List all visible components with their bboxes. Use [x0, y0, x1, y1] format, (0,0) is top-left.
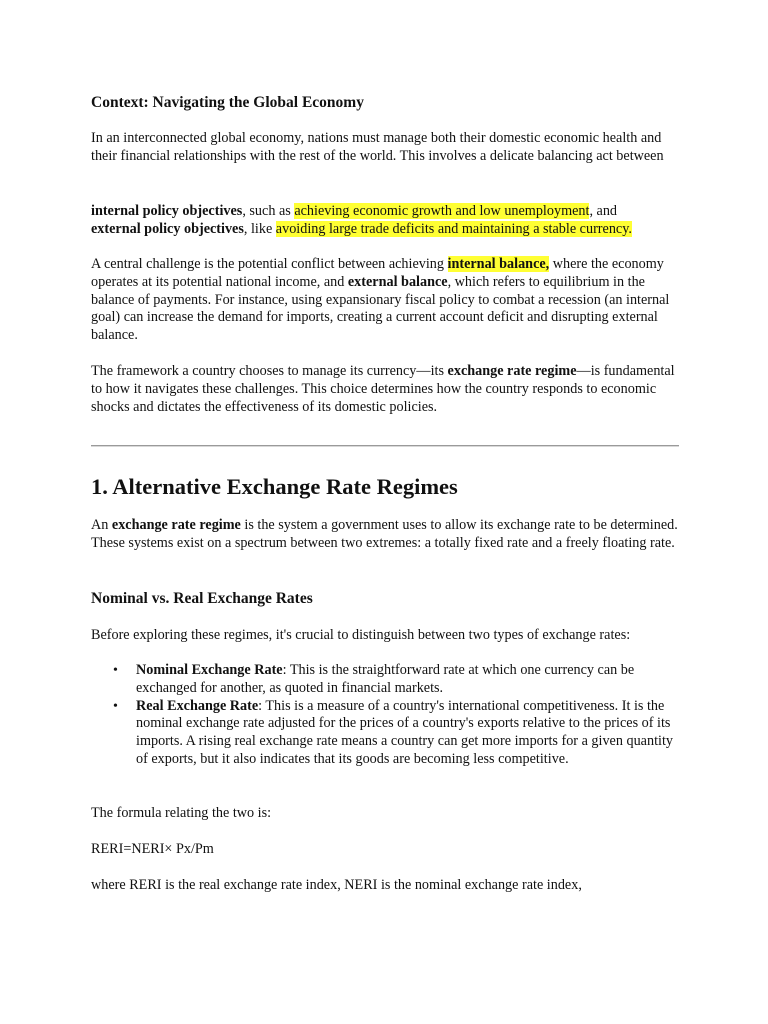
challenge-text-3: , which refers to equilibrium in the balance of payments. For instance, using expansionary fiscal policy to combat a recession (an internal goal) can increase the demand for imports, creating a current account deficit and disrupting external balance. [91, 273, 670, 344]
formula-explanation: where RERI is the real exchange rate index, NERI is the nominal exchange rate index, [91, 877, 582, 893]
external-objectives-highlight: avoiding large trade deficits and maintaining a stable currency. [275, 220, 632, 237]
before-paragraph: Before exploring these regimes, it's crucial to distinguish between two types of exchange rates: [91, 627, 631, 643]
intro-paragraph: In an interconnected global economy, nations must manage both their domestic economic health and their financial relationships with the rest of the world. This involves a delicate balancing act between [91, 130, 664, 164]
context-heading: Context: Navigating the Global Economy [91, 94, 364, 111]
definition-text-2: is the system a government uses to allow its exchange rate to be determined. These systems exist on a spectrum between two extremes: a totally fixed rate and a freely floating rate. [91, 517, 678, 551]
formula: RERI=NERI× Px/Pm [91, 841, 214, 857]
internal-objectives-term: internal policy objectives [91, 203, 243, 219]
internal-objectives-highlight: achieving economic growth and low unemployment [294, 203, 590, 219]
regime-definition-term: exchange rate regime [111, 517, 241, 533]
internal-balance-term: internal balance, [447, 256, 550, 272]
exchange-rate-regime-term: exchange rate regime [447, 363, 577, 379]
section-divider [91, 445, 679, 447]
bullet-dot-icon: • [113, 663, 118, 678]
formula-intro: The formula relating the two is: [91, 805, 272, 821]
challenge-text-1: A central challenge is the potential conflict between achieving [91, 256, 448, 272]
section-1-heading: 1. Alternative Exchange Rate Regimes [91, 474, 458, 499]
list-item-real [91, 698, 679, 769]
exchange-rate-types-list [91, 662, 679, 769]
external-balance-term: external balance [347, 273, 448, 290]
external-objectives-term: external policy objectives [91, 220, 244, 237]
challenge-text-2: where the economy operates at its potential national income, and [91, 256, 664, 290]
bullet-dot-icon: • [113, 698, 118, 714]
regime-definition-paragraph [91, 517, 679, 553]
nominal-term: Nominal Exchange Rate [136, 662, 283, 678]
framework-text-1: The framework a country chooses to manage its currency—its [91, 363, 448, 379]
framework-paragraph [91, 363, 679, 416]
text-and: , and [589, 203, 618, 219]
real-term: Real Exchange Rate [136, 697, 259, 714]
definition-text-1: An [91, 517, 112, 533]
challenge-paragraph [91, 256, 679, 345]
text-like: , like [243, 220, 276, 237]
framework-text-2: —is fundamental to how it navigates these challenges. This choice determines how the country responds to economic shocks and dictates the effectiveness of its domestic policies. [91, 363, 675, 415]
objectives-paragraph [91, 203, 679, 239]
nominal-vs-real-heading: Nominal vs. Real Exchange Rates [91, 590, 313, 607]
text-such-as: , such as [242, 203, 295, 219]
list-item-nominal [91, 662, 679, 698]
nominal-text: : This is the straightforward rate at which one currency can be exchanged for another, as quoted in financial markets. [136, 662, 635, 696]
real-text: : This is a measure of a country's international competitiveness. It is the nominal exchange rate adjusted for the prices of a country's exports relative to the prices of its imports. A rising real exchange rate means a country can get more imports for a given quantity of exports, but it also indicates that its goods are becoming less competitive. [136, 697, 673, 767]
